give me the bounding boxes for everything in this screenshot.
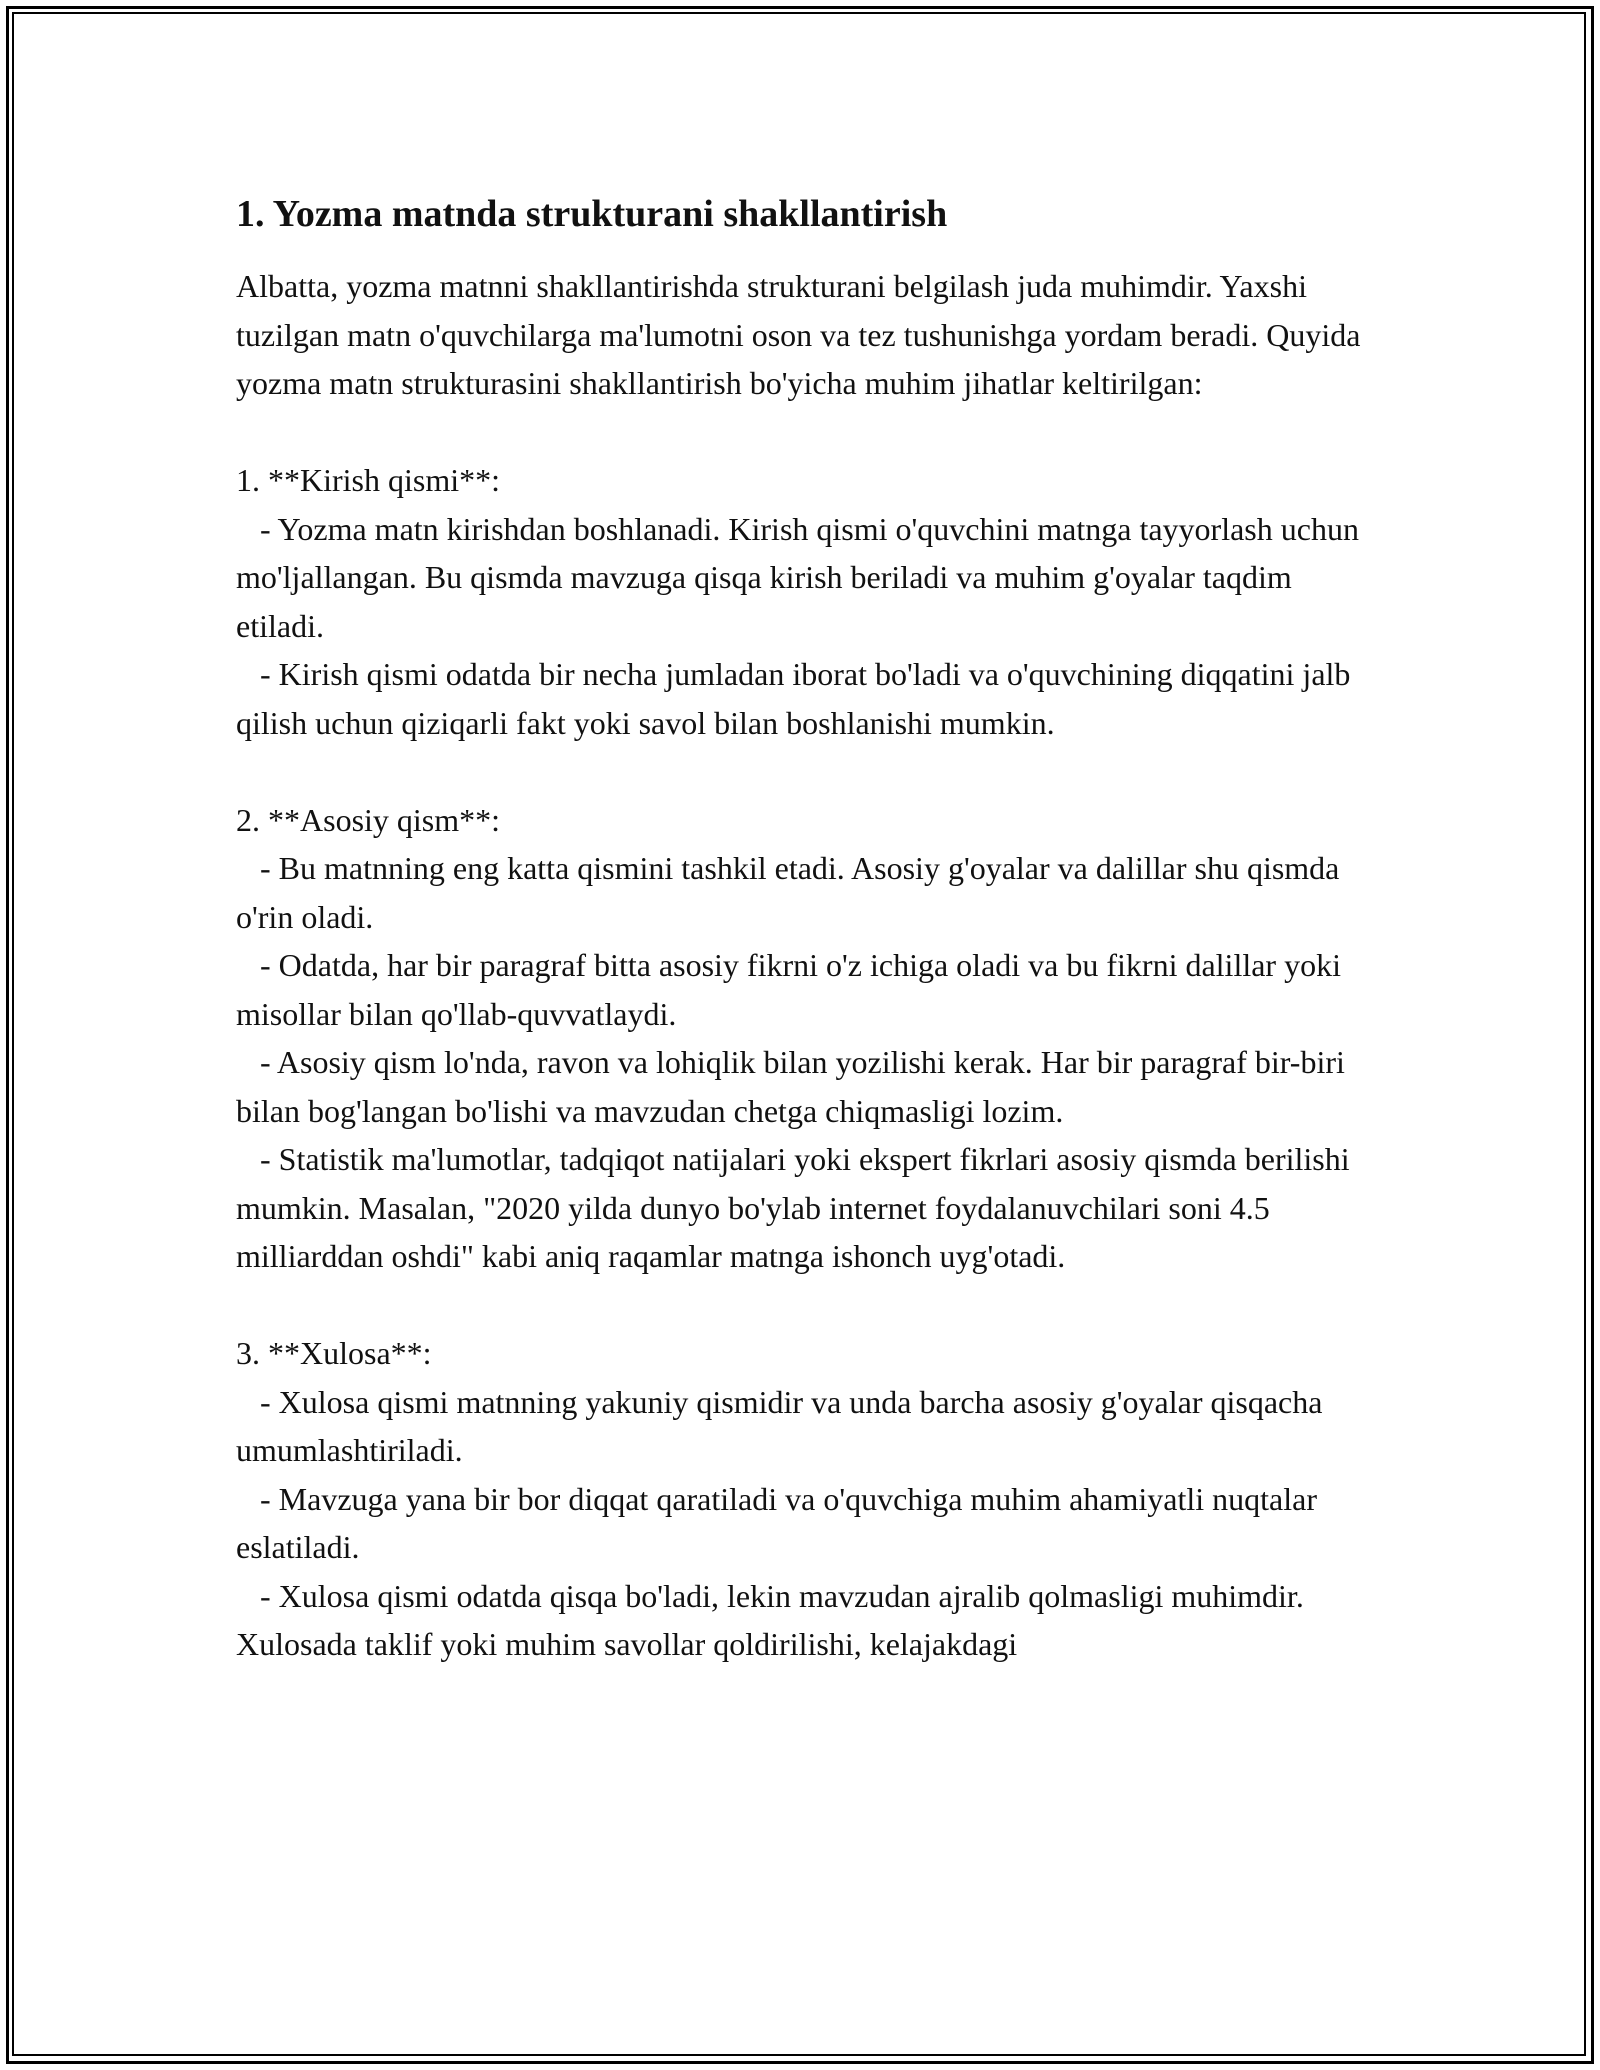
blank-line [236,408,1376,457]
blank-line [236,1281,1376,1330]
section-point: - Statistik ma'lumotlar, tadqiqot natijalari yoki ekspert fikrlari asosiy qismda berilishi mumkin. Masalan, "2020 yilda dunyo bo'ylab internet foydalanuvchilari soni 4.5 milliarddan oshdi" kabi aniq raqamlar matnga ishonch uyg'otadi. [236,1141,1358,1274]
section-point: - Mavzuga yana bir bor diqqat qaratiladi va o'quvchiga muhim ahamiyatli nuqtalar eslatiladi. [236,1480,1325,1565]
section-xulosa [236,1329,1376,1669]
document-body [236,190,1376,1669]
section-point: - Bu matnning eng katta qismini tashkil etadi. Asosiy g'oyalar va dalillar shu qismda o'rin oladi. [236,850,1348,935]
section-point: - Yozma matn kirishdan boshlanadi. Kirish qismi o'quvchini matnga tayyorlash uchun mo'ljallangan. Bu qismda mavzuga qisqa kirish beriladi va muhim g'oyalar taqdim etiladi. [236,510,1367,644]
section-heading: 3. **Xulosa**: [236,1335,432,1371]
intro-paragraph: Albatta, yozma matnni shakllantirishda strukturani belgilash juda muhimdir. Yaxshi tuzilgan matn o'quvchilarga ma'lumotni oson va tez tushunishga yordam beradi. Quyida yozma matn strukturasini shakllantirish bo'yicha muhim jihatlar keltirilgan: [236,268,1369,401]
section-asosiy [236,796,1376,1281]
section-heading: 1. **Kirish qismi**: [236,462,501,498]
blank-line [236,747,1376,796]
section-point: - Asosiy qism lo'nda, ravon va lohiqlik bilan yozilishi kerak. Har bir paragraf bir-biri bilan bog'langan bo'lishi va mavzudan chetga chiqmasligi lozim. [236,1044,1353,1129]
section-point: - Odatda, har bir paragraf bitta asosiy fikrni o'z ichiga oladi va bu fikrni dalillar yoki misollar bilan qo'llab-quvvatlaydi. [236,947,1349,1032]
section-kirish [236,456,1376,747]
document-title: 1. Yozma matnda strukturani shakllantirish [236,193,948,235]
section-point: - Xulosa qismi odatda qisqa bo'ladi, lekin mavzudan ajralib qolmasligi muhimdir. Xulosada taklif yoki muhim savollar qoldirilishi, kelajakdagi [236,1577,1312,1662]
section-heading: 2. **Asosiy qism**: [236,801,501,838]
section-point: - Kirish qismi odatda bir necha jumladan iborat bo'ladi va o'quvchining diqqatini jalb qilish uchun qiziqarli fakt yoki savol bilan boshlanishi mumkin. [236,656,1359,741]
section-point: - Xulosa qismi matnning yakuniy qismidir va unda barcha asosiy g'oyalar qisqacha umumlashtiriladi. [236,1383,1331,1468]
